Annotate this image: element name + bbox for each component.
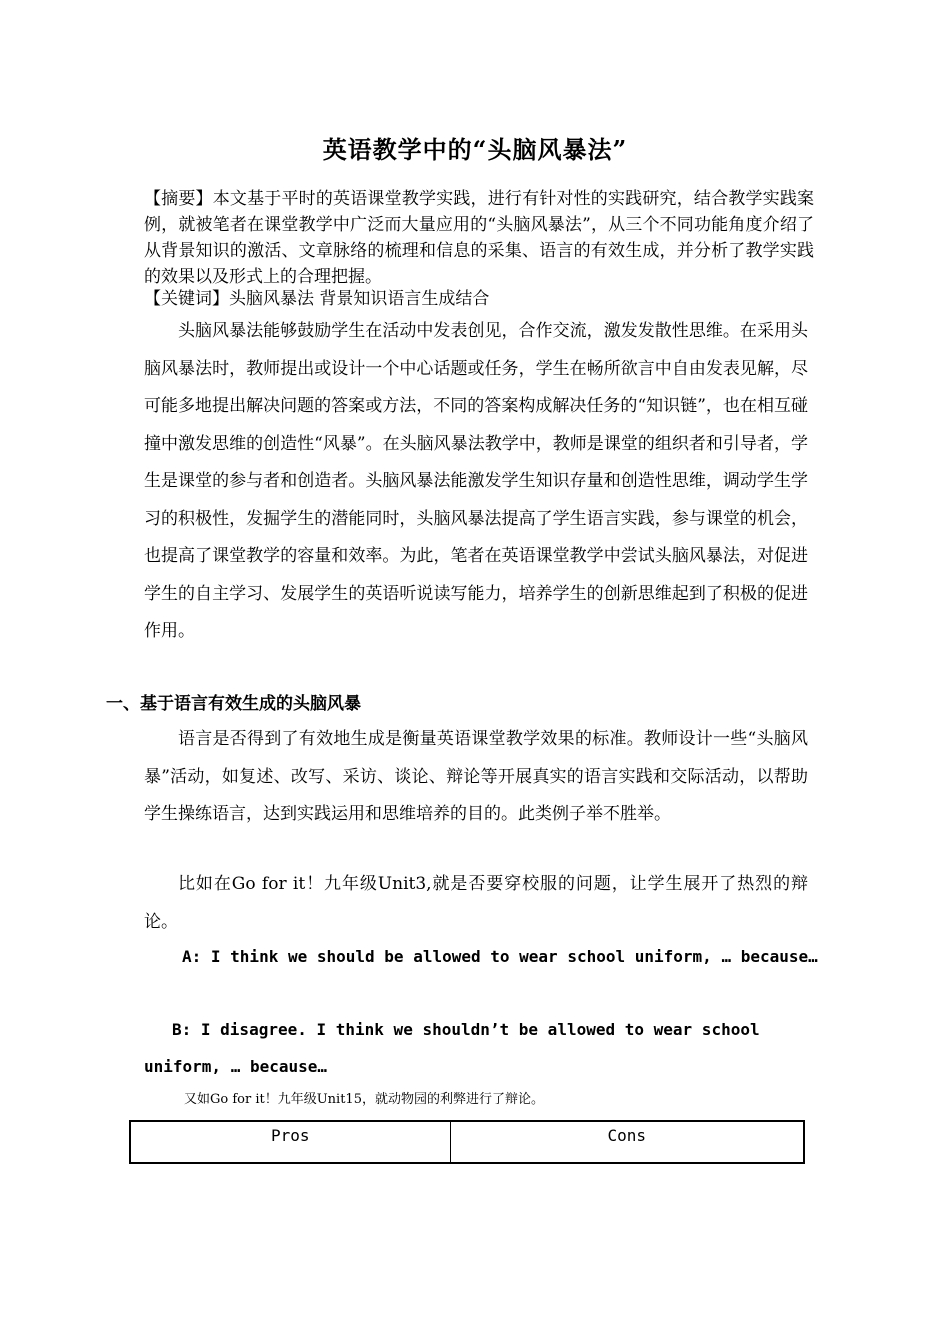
- abstract: [144, 186, 814, 290]
- table-row: [130, 1121, 804, 1163]
- section-heading: 一、基于语言有效生成的头脑风暴: [106, 694, 361, 714]
- abstract-text: 本文基于平时的英语课堂教学实践，进行有针对性的实践研究，结合教学实践案例，就被笔者在课堂教学中广泛而大量应用的“头脑风暴法”，从三个不同功能角度介绍了从背景知识的激活、文章脉络的梳理和信息的采集、语言的有效生成，并分析了教学实践的效果以及形式上的合理把握。: [144, 189, 815, 287]
- intro-paragraph: 头脑风暴法能够鼓励学生在活动中发表创见，合作交流，激发发散性思维。在采用头脑风暴法时，教师提出或设计一个中心话题或任务，学生在畅所欲言中自由发表见解，尽可能多地提出解决问题的答案或方法，不同的答案构成解决任务的“知识链”，也在相互碰撞中激发思维的创造性“风暴”。在头脑风暴法教学中，教师是课堂的组织者和引导者，学生是课堂的参与者和创造者。头脑风暴法能激发学生知识存量和创造性思维，调动学生学习的积极性，发掘学生的潜能同时，头脑风暴法提高了学生语言实践，参与课堂的机会，也提高了课堂教学的容量和效率。为此，笔者在英语课堂教学中尝试头脑风暴法，对促进学生的自主学习、发展学生的英语听说读写能力，培养学生的创新思维起到了积极的促进作用。: [144, 321, 808, 641]
- keywords: [144, 286, 814, 312]
- dialog-line-a: A: I think we should be allowed to wear school uniform, … because…: [182, 947, 818, 966]
- cons-header: Cons: [450, 1121, 804, 1163]
- pros-header: Pros: [130, 1121, 450, 1163]
- document-title: 英语教学中的“头脑风暴法”: [322, 135, 628, 164]
- keywords-label: 【关键词】: [144, 289, 229, 309]
- example-paragraph: 比如在Go for it！九年级Unit3,就是否要穿校服的问题，让学生展开了热烈的辩论。: [144, 874, 808, 932]
- section-paragraph: 语言是否得到了有效地生成是衡量英语课堂教学效果的标准。教师设计一些“头脑风暴”活动，如复述、改写、采访、谈论、辩论等开展真实的语言实践和交际活动，以帮助学生操练语言，达到实践运用和思维培养的目的。此类例子举不胜举。: [144, 729, 808, 824]
- keywords-text: 头脑风暴法 背景知识语言生成结合: [229, 289, 490, 309]
- example-note: 又如Go for it！九年级Unit15，就动物园的利弊进行了辩论。: [184, 1092, 544, 1107]
- pros-cons-table: [129, 1120, 805, 1164]
- dialog-line-b: B: I disagree. I think we shouldn’t be allowed to wear school uniform, … because…: [144, 1020, 760, 1076]
- abstract-label: 【摘要】: [144, 189, 213, 209]
